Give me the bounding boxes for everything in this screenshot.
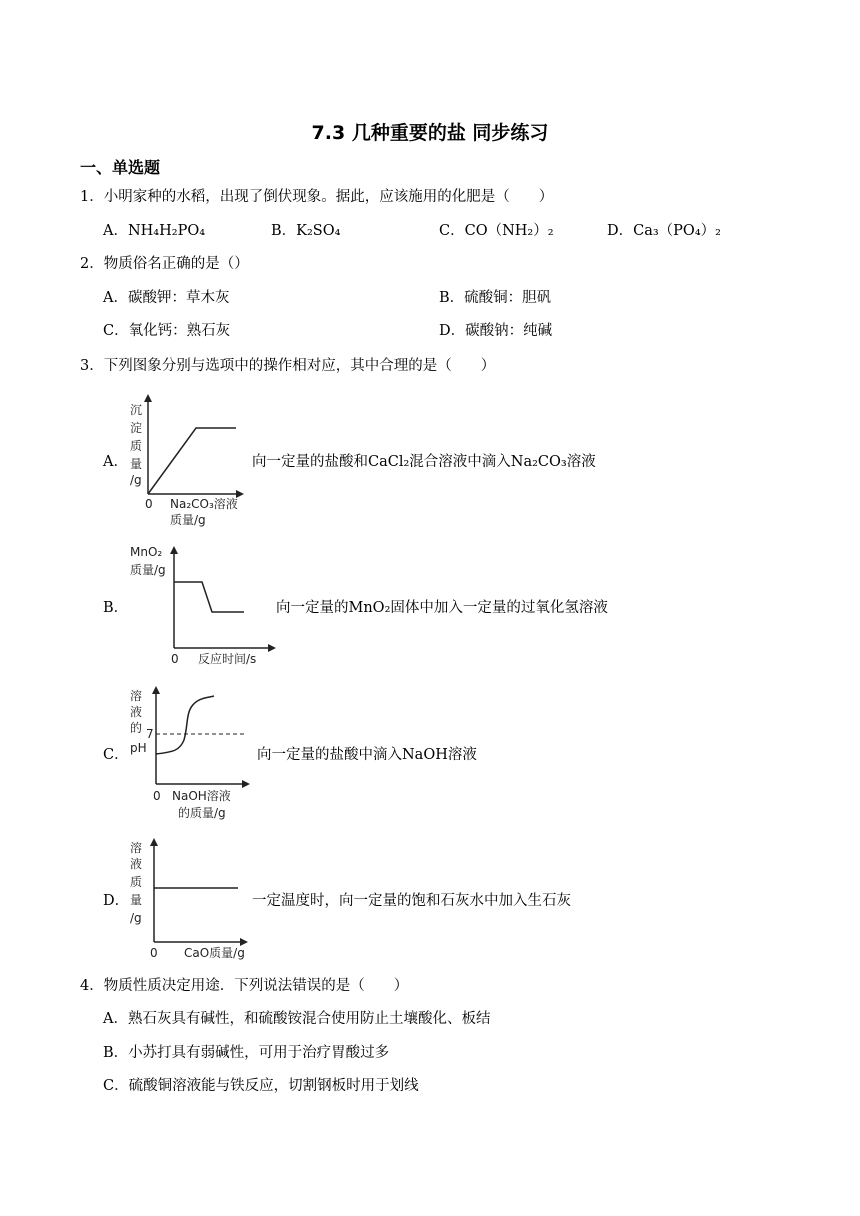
x-label-1: 质量/g [170,513,206,527]
question-2-option-a[interactable]: A．碳酸钾：草木灰 [103,290,230,306]
y-label-3: 量 [130,893,143,907]
question-3-option-d-text: 一定温度时，向一定量的饱和石灰水中加入生石灰 [252,893,571,909]
x-label-0: CaO质量/g [184,946,245,960]
y-label-3: 量 [130,457,143,471]
x-label-0: Na₂CO₃溶液 [170,497,238,511]
graph-b [126,542,278,670]
question-2-stem: 2．物质俗名正确的是（） [80,256,249,272]
question-3-option-d-label[interactable]: D． [103,893,130,909]
question-1-option-d[interactable]: D．Ca₃（PO₄）₂ [607,223,721,239]
x-axis-arrow [268,644,276,652]
y-axis-arrow [150,838,158,846]
question-3-stem: 3．下列图象分别与选项中的操作相对应，其中合理的是（ ） [80,358,496,374]
question-4-option-a[interactable]: A．熟石灰具有碱性，和硫酸铵混合使用防止土壤酸化、板结 [103,1011,491,1027]
y-label-1: 液 [130,857,143,871]
question-1-option-b[interactable]: B．K₂SO₄ [271,223,341,239]
graph-a [118,392,248,532]
section-heading: 一、单选题 [80,158,161,177]
y-label-2: 的 [130,721,143,735]
question-4-option-b[interactable]: B．小苏打具有弱碱性，可用于治疗胃酸过多 [103,1045,390,1061]
curve-a [148,428,236,494]
y-label-4: /g [130,911,142,925]
question-2-option-b[interactable]: B．硫酸铜：胆矾 [439,290,552,306]
y-label-2: 质 [130,439,143,453]
question-1-stem: 1．小明家种的水稻，出现了倒伏现象。据此，应该施用的化肥是（ ） [80,189,554,205]
x-label-0: NaOH溶液 [172,789,231,803]
y-axis-arrow [152,686,160,694]
origin: 0 [153,789,161,803]
y-label-0: MnO₂ [130,545,163,559]
x-axis-arrow [240,938,248,946]
question-3-option-c-label[interactable]: C． [103,747,129,763]
y-label-1: 液 [130,705,143,719]
question-2-option-c[interactable]: C．氧化钙：熟石灰 [103,323,231,339]
question-4-option-c[interactable]: C．硫酸铜溶液能与铁反应，切割钢板时用于划线 [103,1078,419,1094]
y-label-0: 沉 [130,403,143,417]
question-1-option-a[interactable]: A．NH₄H₂PO₄ [103,223,206,239]
x-label-0: 反应时间/s [198,652,257,666]
origin: 0 [145,497,153,511]
question-2-option-d[interactable]: D．碳酸钠：纯碱 [439,323,553,339]
page-title: 7.3 几种重要的盐 同步练习 [311,122,549,144]
graph-d [122,836,254,964]
curve-b [174,582,244,612]
question-3-option-b-label[interactable]: B． [103,600,129,616]
y-axis-arrow [170,546,178,554]
question-3-option-b-text: 向一定量的MnO₂固体中加入一定量的过氧化氢溶液 [276,600,608,616]
y-label-0: 溶 [130,689,143,703]
y-label-1: 淀 [130,421,143,435]
y-label-1: 质量/g [130,563,166,577]
question-3-option-c-text: 向一定量的盐酸中滴入NaOH溶液 [257,747,477,763]
graph-c [126,684,256,826]
y-axis-arrow [144,394,152,402]
origin: 0 [150,946,158,960]
y-label-3: pH [130,741,147,755]
curve-c [156,696,214,754]
y-label-0: 溶 [130,841,143,855]
question-3-option-a-label[interactable]: A． [103,454,128,470]
tick-7: 7 [146,727,154,741]
question-4-stem: 4．物质性质决定用途．下列说法错误的是（ ） [80,978,409,994]
x-axis-arrow [242,780,250,788]
y-label-4: /g [130,473,142,487]
origin: 0 [171,652,179,666]
y-label-2: 质 [130,875,143,889]
x-label-1: 的质量/g [178,806,226,820]
question-3-option-a-text: 向一定量的盐酸和CaCl₂混合溶液中滴入Na₂CO₃溶液 [252,454,596,470]
question-1-option-c[interactable]: C．CO（NH₂）₂ [439,223,554,239]
